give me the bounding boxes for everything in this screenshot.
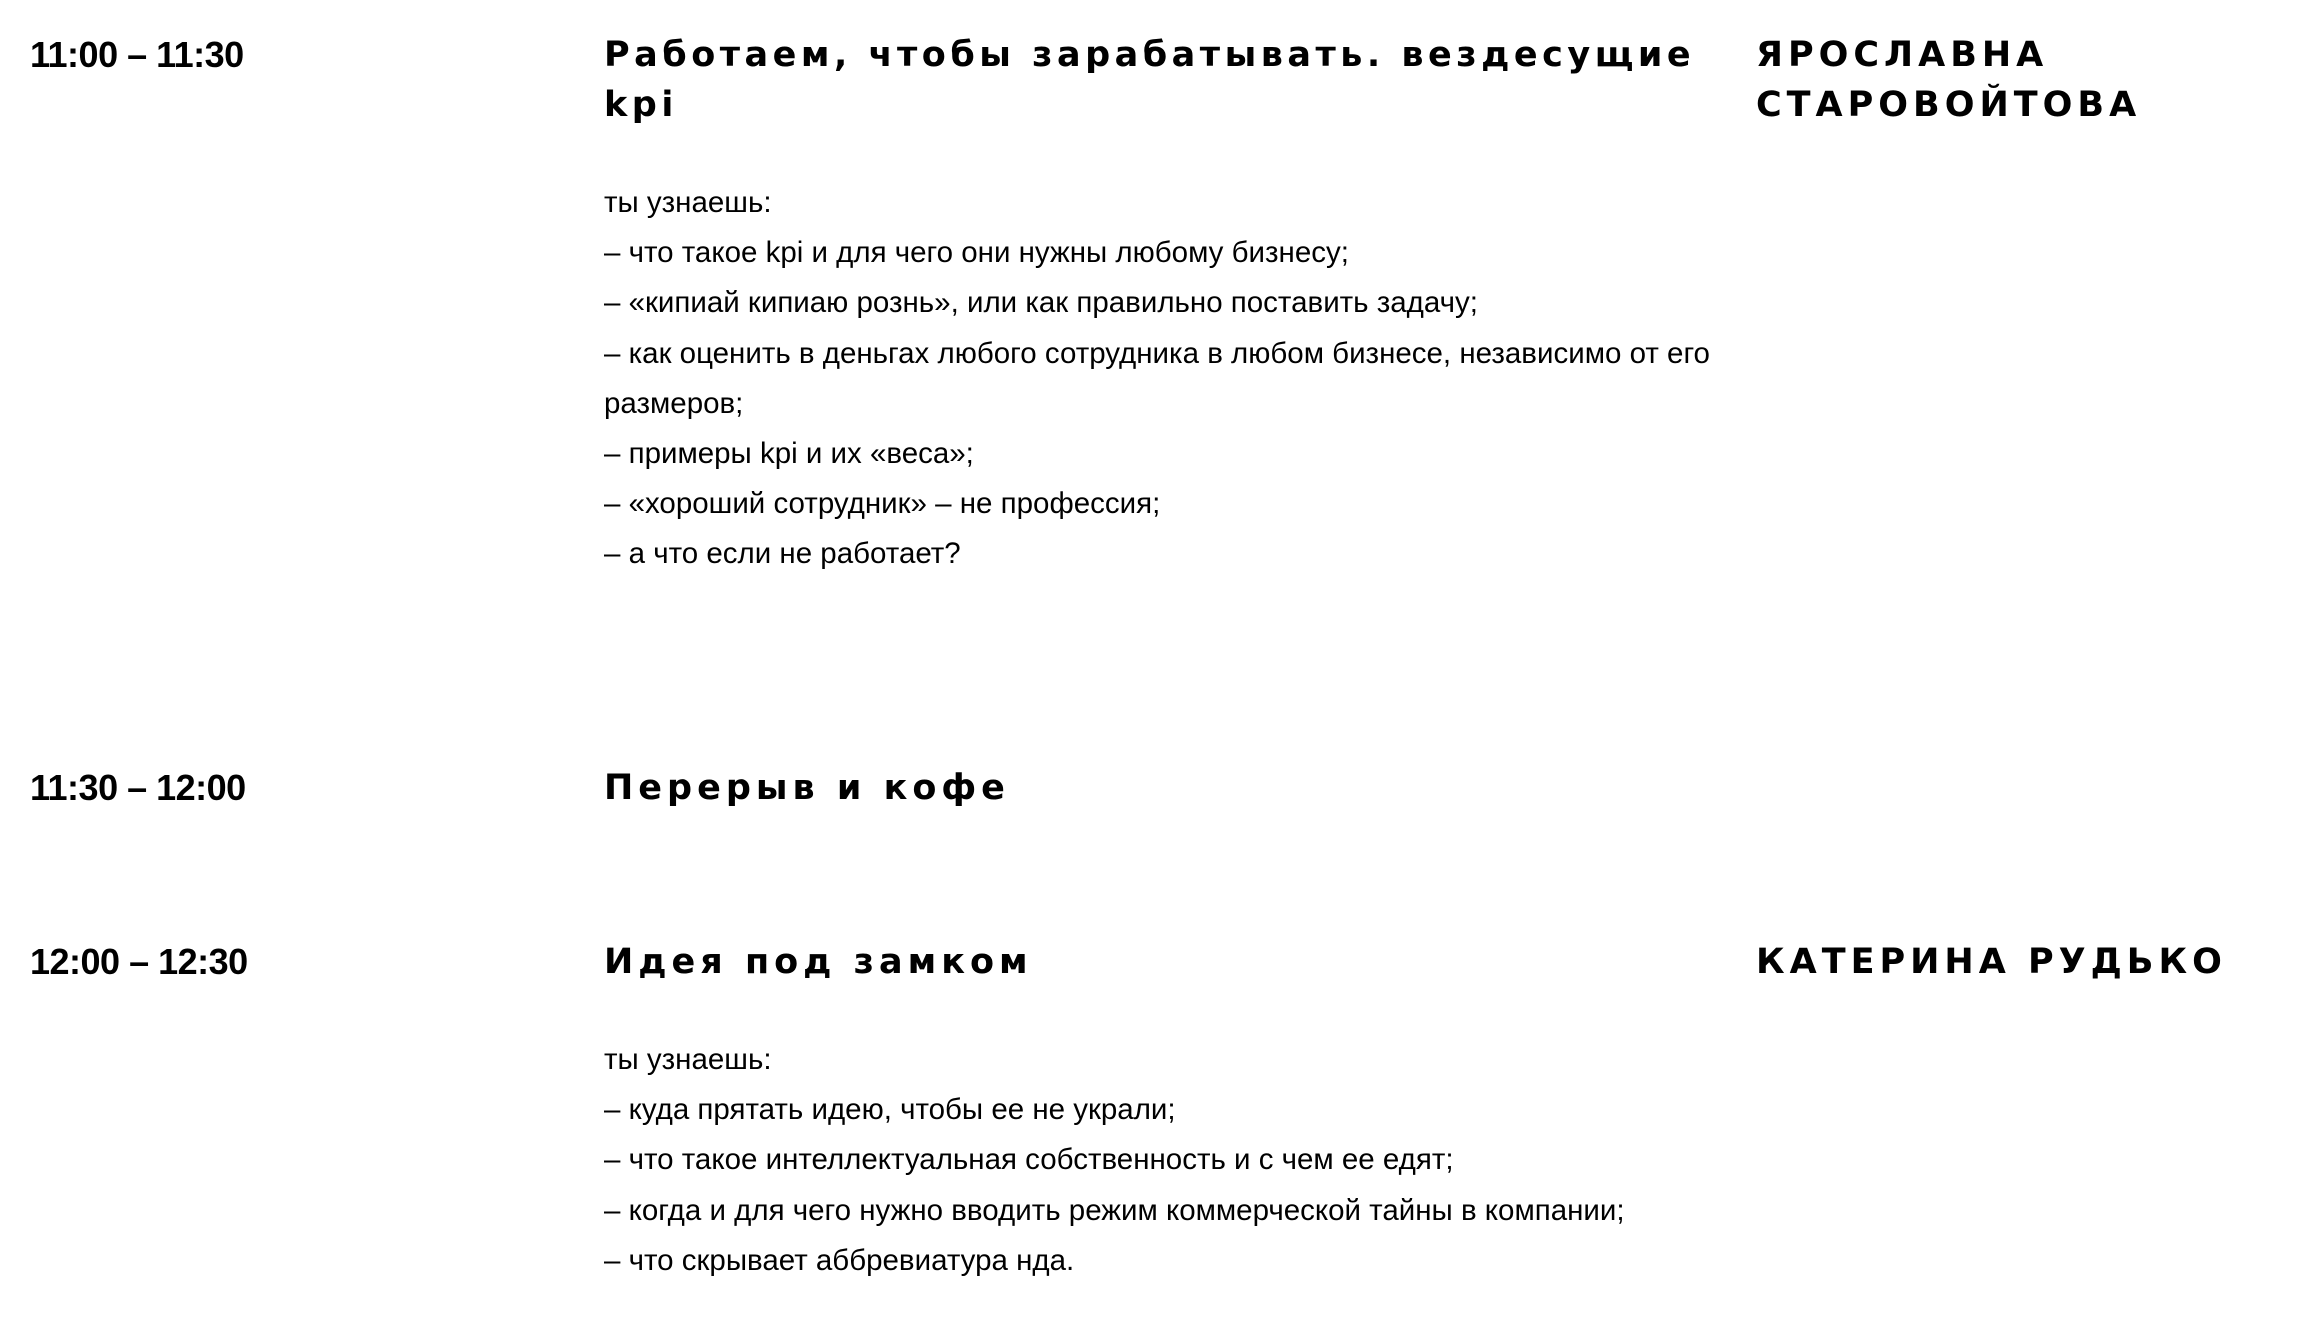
session-bullet: – когда и для чего нужно вводить режим коммерческой тайны в компании; [604,1193,1625,1227]
session-time: 11:30 – 12:00 [30,767,246,808]
session-bullet: – как оценить в деньгах любого сотрудника в любом бизнесе, независимо от его размеров; [604,336,1710,420]
session-content [604,937,1714,1286]
session-title: Работаем, чтобы зарабатывать. вездесущие kpi [604,35,1696,125]
session-bullet: – что такое kpi и для чего они нужны любому бизнесу; [604,236,1349,270]
session-title: Перерыв и кофе [604,768,1010,808]
session-intro: ты узнаешь: [604,1043,772,1076]
session-content [604,30,1714,580]
session-speaker: КАТЕРИНА РУДЬКО [1756,942,2227,982]
session-bullet: – что скрывает аббревиатура нда. [604,1243,1075,1277]
session-title: Идея под замком [604,942,1033,982]
session-content [604,763,1714,813]
session-description [604,178,1714,580]
session-bullet: – а что если не работает? [604,537,961,571]
session-intro: ты узнаешь: [604,186,772,219]
session-time: 12:00 – 12:30 [30,941,248,982]
session-bullet: – «хороший сотрудник» – не профессия; [604,487,1161,521]
session-bullet: – примеры kpi и их «веса»; [604,437,974,471]
session-bullet: – куда прятать идею, чтобы ее не украли; [604,1093,1176,1127]
session-bullet: – «кипиай кипиаю рознь», или как правильно поставить задачу; [604,286,1478,320]
session-time: 11:00 – 11:30 [30,34,244,75]
session-speaker: ЯРОСЛАВНА СТАРОВОЙТОВА [1756,35,2142,125]
session-bullet: – что такое интеллектуальная собственность и с чем ее едят; [604,1143,1454,1177]
session-description [604,1035,1714,1286]
